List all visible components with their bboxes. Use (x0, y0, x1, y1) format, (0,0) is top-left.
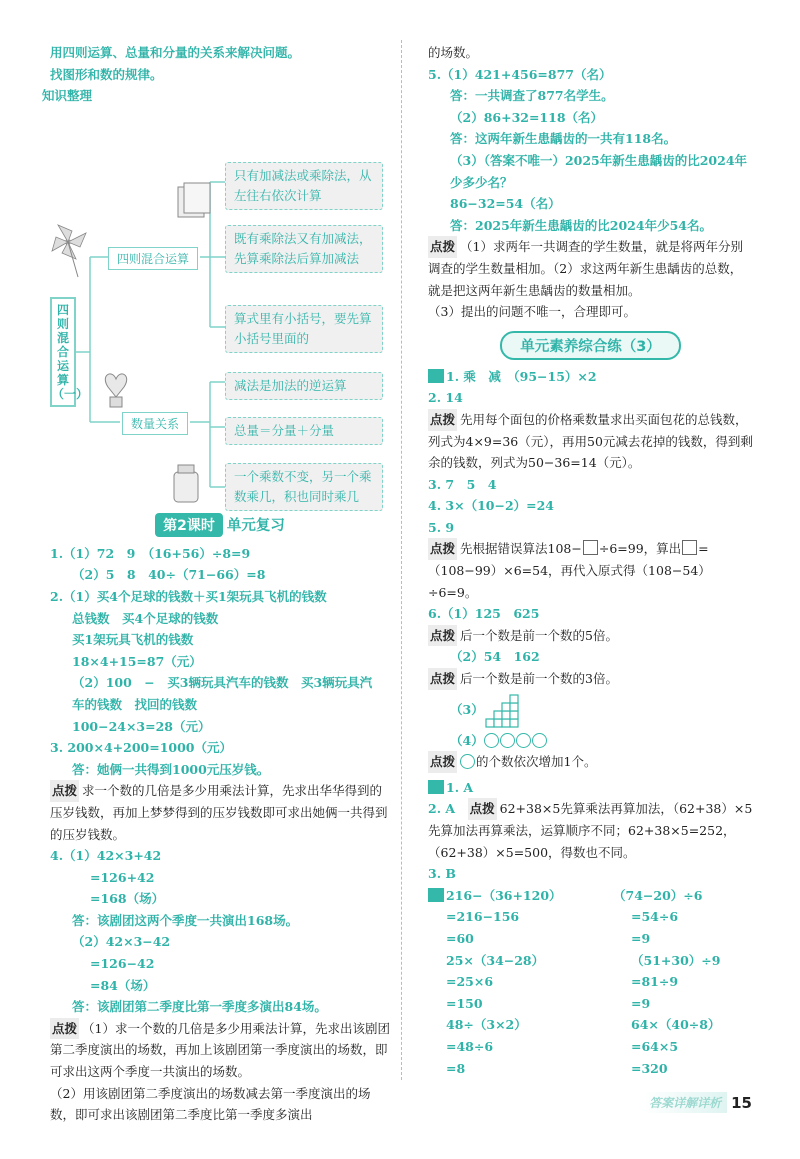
part3-calculations (428, 885, 753, 1079)
answer-line: 答：这两年新生患龋齿的一共有118名。 (450, 131, 677, 147)
answer-line: （2）42×3−42 (72, 934, 171, 950)
mindmap-root: 四则混合运算（一） (50, 297, 76, 407)
tip-text: 62+38×5先算乘法再算加法，（62+38）×5先算加法再算乘法，运算顺序不同；62+38×5=252，（62+38）×5=500，得数也不同。 (428, 801, 753, 860)
calc-step-left: =60 (446, 930, 474, 946)
answer-line: （2）86+32=118（名） (450, 109, 604, 125)
part1-q6-1: 6.（1）125 625 (428, 606, 540, 622)
tip-text: 后一个数是前一个数的5倍。 (460, 627, 618, 643)
tip-4 (50, 1018, 390, 1083)
blank-box-icon (682, 540, 697, 555)
calc-step-right: =54÷6 (631, 909, 679, 925)
part1-q2: 2. 14 (428, 390, 463, 406)
q1-answer: 1. 乘 减 （95−15）×2 (446, 368, 597, 384)
circle-icon (532, 733, 547, 748)
q6-3-label: （3） (450, 701, 484, 717)
knowledge-title: 知识整理 (42, 88, 93, 104)
section-title: 单元素养综合练（3） (500, 331, 681, 360)
answer-line: =126−42 (90, 956, 155, 972)
tip-text: 求一个数的几倍是多少用乘法计算，先求出华华得到的压岁钱数，再加上梦梦得到的压岁钱数即可求出她俩一共得到的压岁钱数。 (50, 783, 388, 842)
answers-4 (50, 845, 390, 1018)
answer-line: 答：该剧团第二季度比第一季度多演出84场。 (72, 999, 327, 1015)
calc-step-left: 25×（34−28） (446, 952, 545, 968)
tip-q6-4 (428, 751, 753, 773)
answer-line: 答：该剧团这两个季度一共演出168场。 (72, 912, 299, 928)
section-header (428, 331, 753, 360)
column-divider (401, 40, 402, 1080)
mindmap-branch-1: 四则混合运算 (108, 247, 198, 270)
calc-step-left: =216−156 (446, 909, 520, 925)
answer-line: =126+42 (90, 869, 155, 885)
page-footer (643, 1092, 752, 1113)
jar-icon (174, 465, 198, 502)
tip-q6-1 (428, 625, 753, 647)
blank-box-icon (583, 540, 598, 555)
tip-q6-2 (428, 668, 753, 690)
answer-line: =84（场） (90, 977, 156, 993)
left-column (42, 42, 390, 1126)
answer-line: 100−24×3=28（元） (72, 718, 211, 734)
answer-line: （2）100 − 买3辆玩具汽车的钱数 买3辆玩具汽 (72, 675, 373, 691)
calc-step-right: 64×（40÷8） (631, 1017, 721, 1033)
answer-line: 少多少名？ (450, 174, 513, 190)
calc-step-left: 48÷（3×2） (446, 1017, 527, 1033)
tip-label: 点拨 (428, 625, 457, 647)
mindmap-item-1: 只有加减法或乘除法，从左往右依次计算 (225, 162, 383, 210)
answer-line: 车的钱数 找回的钱数 (72, 696, 198, 712)
answer-line: 总钱数 买4个足球的钱数 (72, 610, 219, 626)
tip-label: 点拨 (50, 1018, 79, 1040)
tip-4-part2: （2）用该剧团第二季度演出的场数减去第一季度演出的场数，即可求出该剧团第二季度比第一季度多演出 (50, 1085, 371, 1123)
answer-line: 1.（1）72 9 （16+56）÷8=9 (50, 545, 251, 561)
tip-label: 点拨 (428, 668, 457, 690)
pinwheel-icon (52, 225, 86, 277)
mind-map (50, 107, 390, 507)
section-mark (428, 780, 444, 794)
calc-step-right: =9 (631, 930, 651, 946)
answer-line: 5.（1）421+456=877（名） (428, 66, 612, 82)
circle-icon (500, 733, 515, 748)
calc-row (428, 1058, 753, 1080)
answer-line: 18×4+15=87（元） (72, 653, 202, 669)
answer-line: 买1架玩具飞机的钱数 (72, 632, 194, 648)
mindmap-item-2: 既有乘除法又有加减法，先算乘除法后算加减法 (225, 225, 383, 273)
part1-q5: 5. 9 (428, 519, 455, 535)
tip-text: （1）求一个数的几倍是多少用乘法计算，先求出该剧团第二季度演出的场数，再加上该剧团第一季度演出的场数，即可求出这两个季度一共演出的场数。 (50, 1020, 390, 1080)
heart-plant-icon (105, 374, 126, 407)
mindmap-branch-2: 数量关系 (122, 412, 188, 435)
calc-step-right: =81÷9 (631, 974, 679, 990)
tip-text-4: （108−99）×6=54，再代入原式得（108−54）÷6=9。 (428, 563, 711, 600)
part1-q1 (428, 366, 753, 388)
circle-icon (516, 733, 531, 748)
tip-text-1: 先根据错误算法108− (460, 541, 582, 557)
tip-q2 (428, 409, 753, 474)
part2-q2 (428, 798, 753, 863)
answers-5 (428, 64, 753, 237)
calc-step-left: =150 (446, 995, 483, 1011)
mindmap-item-5: 总量＝分量＋分量 (225, 417, 383, 445)
tip-5-part2: （3）提出的问题不唯一，合理即可。 (428, 304, 636, 320)
calc-row (428, 993, 753, 1015)
calc-row (428, 1014, 753, 1036)
calc-row (428, 971, 753, 993)
lesson-header (50, 513, 390, 537)
calc-row (428, 1036, 753, 1058)
calc-step-left: =25×6 (446, 974, 494, 990)
tip-label: 点拨 (428, 538, 457, 560)
page-number: 15 (731, 1093, 752, 1112)
circle-icon (460, 754, 475, 769)
mindmap-item-3: 算式里有小括号，要先算小括号里面的 (225, 305, 383, 353)
answer-line: 答：一共调查了877名学生。 (450, 88, 614, 104)
lesson-badge: 第2课时 (155, 513, 223, 537)
calc-step-right: =64×5 (631, 1038, 679, 1054)
answer-line: =168（场） (90, 891, 165, 907)
answer-line: 答：2025年新生患龋齿的比2024年少54名。 (450, 217, 712, 233)
q6-4-label: （4） (450, 732, 484, 748)
q1-answer: 1. A (446, 779, 474, 795)
mindmap-item-4: 减法是加法的逆运算 (225, 372, 383, 400)
part1-q4: 4. 3×（10−2）=24 (428, 498, 555, 514)
tip-3 (50, 780, 390, 845)
answer-line: 4.（1）42×3+42 (50, 848, 162, 864)
section-mark (428, 888, 444, 902)
tip-5 (428, 236, 753, 301)
part1-q6-4 (428, 730, 753, 752)
q2-answer: 2. A (428, 801, 456, 817)
answer-line: 2.（1）买4个足球的钱数＋买1架玩具飞机的钱数 (50, 588, 327, 604)
mindmap-item-6: 一个乘数不变，另一个乘数乘几，积也同时乘几 (225, 463, 383, 511)
calc-row (428, 950, 753, 972)
tip-label: 点拨 (428, 751, 457, 773)
tip-label: 点拨 (468, 798, 497, 820)
calc-row (428, 928, 753, 950)
tip-text: 的个数依次增加1个。 (476, 754, 597, 770)
circle-icon (484, 733, 499, 748)
tip-label: 点拨 (428, 236, 457, 258)
answers-1-3 (50, 543, 390, 781)
tip-text: （1）求两年一共调查的学生数量，就是将两年分别调查的学生数量相加。（2）求这两年新生患龋齿的总数，就是把这两年新生患龋齿的数量相加。 (428, 239, 743, 298)
answer-line: 3. 200×4+200=1000（元） (50, 740, 232, 756)
part1-q6-2: （2）54 162 (450, 649, 540, 665)
calc-step-right: =320 (631, 1060, 668, 1076)
calc-row (428, 885, 753, 907)
part1-q3: 3. 7 5 4 (428, 476, 497, 492)
calc-step-right: =9 (631, 995, 651, 1011)
continued-text: 的场数。 (428, 45, 479, 60)
answer-line: 86−32=54（名） (450, 196, 561, 212)
calc-step-left: =48÷6 (446, 1038, 494, 1054)
part1-q6-3 (428, 690, 753, 730)
book-icon (178, 183, 210, 217)
right-column (428, 42, 753, 1079)
tip-q5 (428, 538, 753, 603)
section-mark (428, 369, 444, 383)
staircase-grid-icon (484, 691, 526, 729)
lesson-title: 单元复习 (226, 517, 285, 534)
answer-line: （3）（答案不唯一）2025年新生患龋齿的比2024年 (450, 152, 748, 168)
calc-step-right: （74−20）÷6 (613, 887, 703, 903)
answer-line: 答：她俩一共得到1000元压岁钱。 (72, 761, 270, 777)
intro-line-2: 找图形和数的规律。 (50, 66, 163, 82)
tip-label: 点拨 (50, 780, 79, 802)
calc-step-left: 216−（36+120） (446, 887, 562, 903)
part2-q1 (428, 777, 753, 799)
answer-line: （2）5 8 40÷（71−66）=8 (72, 567, 266, 583)
tip-text: 先用每个面包的价格乘数量求出买面包花的总钱数，列式为4×9=36（元），再用50元减去花掉的钱数，得到剩余的钱数，列式为50−36=14（元）。 (428, 411, 753, 471)
tip-text: 后一个数是前一个数的3倍。 (460, 671, 618, 687)
calc-step-left: =8 (446, 1060, 466, 1076)
footer-label: 答案详解详析 (643, 1092, 727, 1113)
calc-step-right: （51+30）÷9 (631, 952, 721, 968)
tip-text-2: ÷6=99，算出 (598, 541, 682, 557)
part2-q3: 3. B (428, 866, 456, 882)
calc-row (428, 906, 753, 928)
intro-line-1: 用四则运算、总量和分量的关系来解决问题。 (50, 45, 301, 60)
tip-label: 点拨 (428, 409, 457, 431)
tip-text-3: = (698, 541, 709, 557)
